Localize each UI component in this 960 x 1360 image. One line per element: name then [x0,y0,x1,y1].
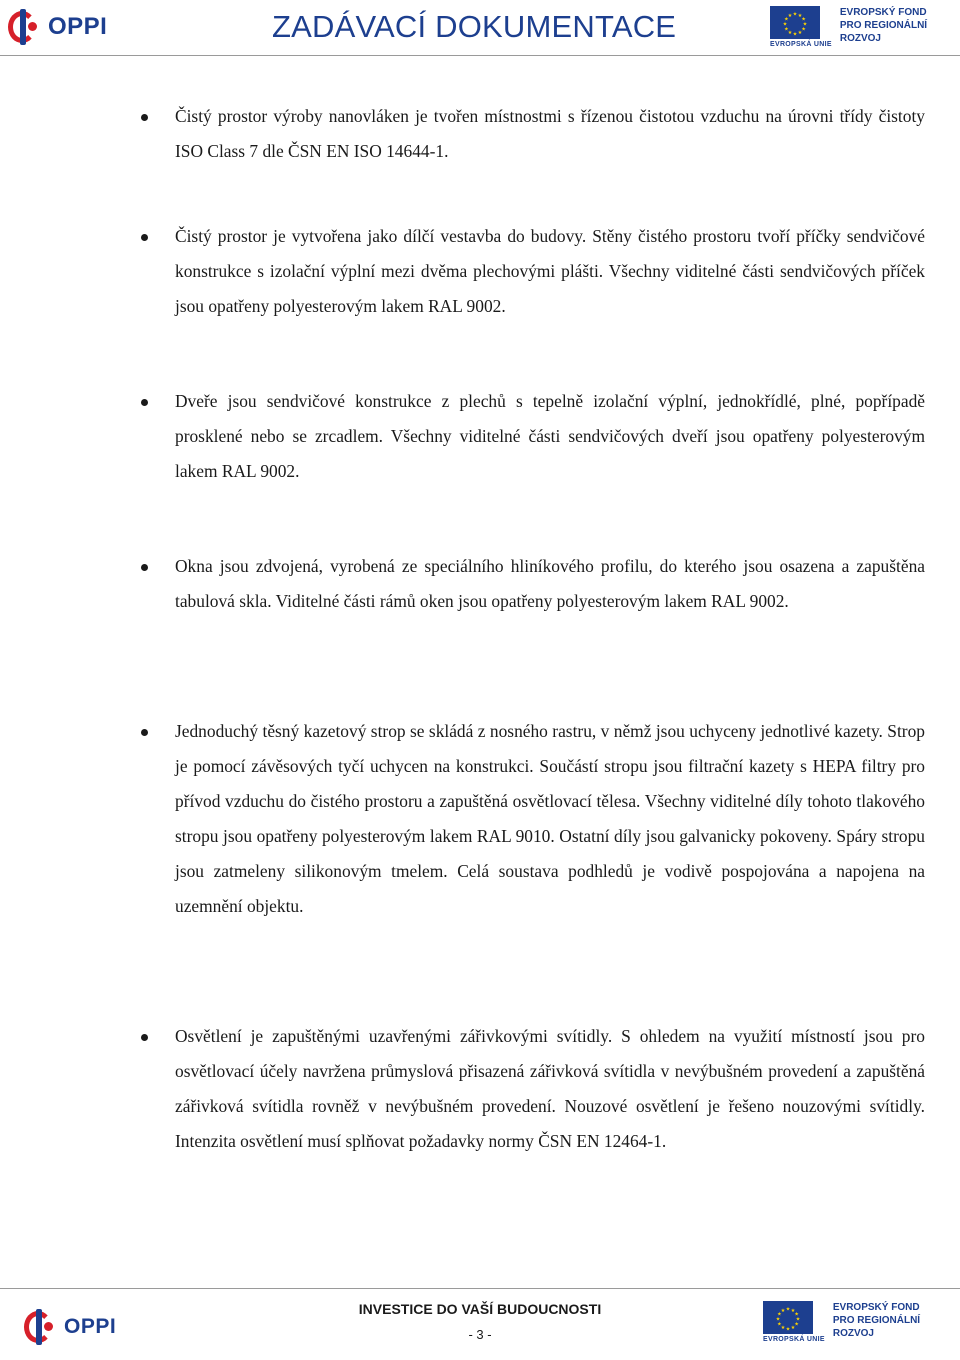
eu-stars [770,6,820,39]
bullet-dot-icon [141,234,148,241]
bullet-item-clean-room: Čistý prostor výroby nanovláken je tvořen místnostmi s řízenou čistotou vzduchu na úrovni třídy čistoty ISO Class 7 dle ČSN EN ISO 14644-1. [175,106,925,161]
bullet-item-windows: Okna jsou zdvojená, vyrobená ze speciálního hliníkového profilu, do kterého jsou osazena a zapuštěna tabulová skla. Viditelné části rámů oken jsou opatřeny polyesterovým lakem RAL 9002. [175,556,925,611]
page-number: - 3 - [468,1327,492,1342]
eu-caption: EVROPSKÁ UNIE [770,41,832,48]
oppi-logo-text: OPPI [48,13,108,40]
eu-star-icon: ★ [801,17,806,23]
eu-fund-line: ROZVOJ [839,33,881,44]
bullet-dot-icon [141,564,148,571]
eu-star-icon: ★ [787,13,793,19]
eu-fund-line: EVROPSKÝ FOND [832,1302,920,1313]
bullet-item-ceiling: Jednoduchý těsný kazetový strop se skládá z nosného rastru, v němž jsou uchyceny jednotlivé kazety. Strop je pomocí závěsových tyčí uchycen na konstrukci. Součástí stropu jsou filtrační kazety s HEPA filtry pro přívod vzduchu do čistého prostoru a zapuštěná osvětlovací tělesa. Všechny viditelné díly tohoto tlakového stropu jsou opatřeny polyesterovým lakem RAL 9010. Ostatní díly jsou galvanicky pokoveny. Spáry stropu jsou zatmeleny silikonovým tmelem. Celá soustava podhledů je vodivě pospojována a napojena na uzemnění objektu. [175,721,925,916]
bullet-item-walls: Čistý prostor je vytvořena jako dílčí vestavba do budovy. Stěny čistého prostoru tvoří příčky sendvičové konstrukce s izolační výplní mezi dvěma plechovými plášti. Všechny viditelné části sendvičových příček jsou opatřeny polyesterovým lakem RAL 9002. [175,226,925,316]
bullet-item-doors: Dveře jsou sendvičové konstrukce z plechů s tepelně izolační výplní, jednokřídlé, plné, popřípadě prosklené nebo se zrcadlem. Všechny viditelné části sendvičových dveří jsou opatřeny polyesterovým lakem RAL 9002. [175,391,925,481]
eu-star-icon: ★ [777,1312,782,1318]
eu-star-icon: ★ [784,17,789,23]
page-footer [0,1288,960,1360]
bullet-dot-icon [141,1034,148,1041]
footer-slogan: INVESTICE DO VAŠÍ BUDOUCNOSTI [358,1301,602,1317]
eu-star-icon: ★ [780,1308,786,1314]
eu-star-icon: ★ [785,1307,791,1313]
eu-star-icon: ★ [802,22,808,28]
eu-fund-label [833,1301,920,1340]
eu-flag-icon [770,6,820,39]
eu-star-icon: ★ [775,1317,781,1323]
eu-star-icon: ★ [777,1322,782,1328]
oppi-logo-mark [8,9,40,45]
eu-star-icon: ★ [784,27,789,33]
eu-star-icon: ★ [790,1326,796,1332]
eu-logo [763,1301,920,1343]
eu-star-icon: ★ [792,32,798,38]
eu-caption: EVROPSKÁ UNIE [763,1336,825,1343]
eu-star-icon: ★ [797,31,803,37]
eu-star-icon: ★ [790,1308,796,1314]
bullet-dot-icon [141,399,148,406]
document-title: ZADÁVACÍ DOKUMENTACE [272,9,677,44]
eu-stars [763,1301,813,1334]
eu-fund-label [840,6,927,45]
bullet-dot-icon [141,729,148,736]
eu-star-icon: ★ [782,22,788,28]
oppi-logo-text: OPPI [64,1315,117,1338]
bullet-dot-icon [141,114,148,121]
bullet-item-lighting: Osvětlení je zapuštěnými uzavřenými zářivkovými svítidly. S ohledem na využití místností jsou pro osvětlovací účely navržena průmyslová přisazená zářivková svítidla v nevýbušném provedení a zapuštěná zářivková svítidla rovněž v nevýbušném provedení. Nouzové osvětlení je řešeno nouzovými svítidly. Intenzita osvětlení musí splňovat požadavky normy ČSN EN 12464-1. [175,1026,925,1151]
eu-star-icon: ★ [785,1327,791,1333]
eu-fund-line: EVROPSKÝ FOND [839,7,927,18]
eu-logo [770,6,927,48]
eu-star-icon: ★ [787,31,793,37]
eu-flag-icon [763,1301,813,1334]
eu-fund-line: PRO REGIONÁLNÍ [832,1315,921,1326]
page-header [0,0,960,56]
eu-fund-line: PRO REGIONÁLNÍ [839,20,928,31]
eu-star-icon: ★ [792,12,798,18]
eu-star-icon: ★ [797,13,803,19]
eu-star-icon: ★ [794,1322,799,1328]
eu-star-icon: ★ [780,1326,786,1332]
eu-fund-line: ROZVOJ [832,1328,874,1339]
eu-star-icon: ★ [794,1312,799,1318]
oppi-logo [8,9,107,45]
eu-star-icon: ★ [795,1317,801,1323]
eu-star-icon: ★ [801,27,806,33]
